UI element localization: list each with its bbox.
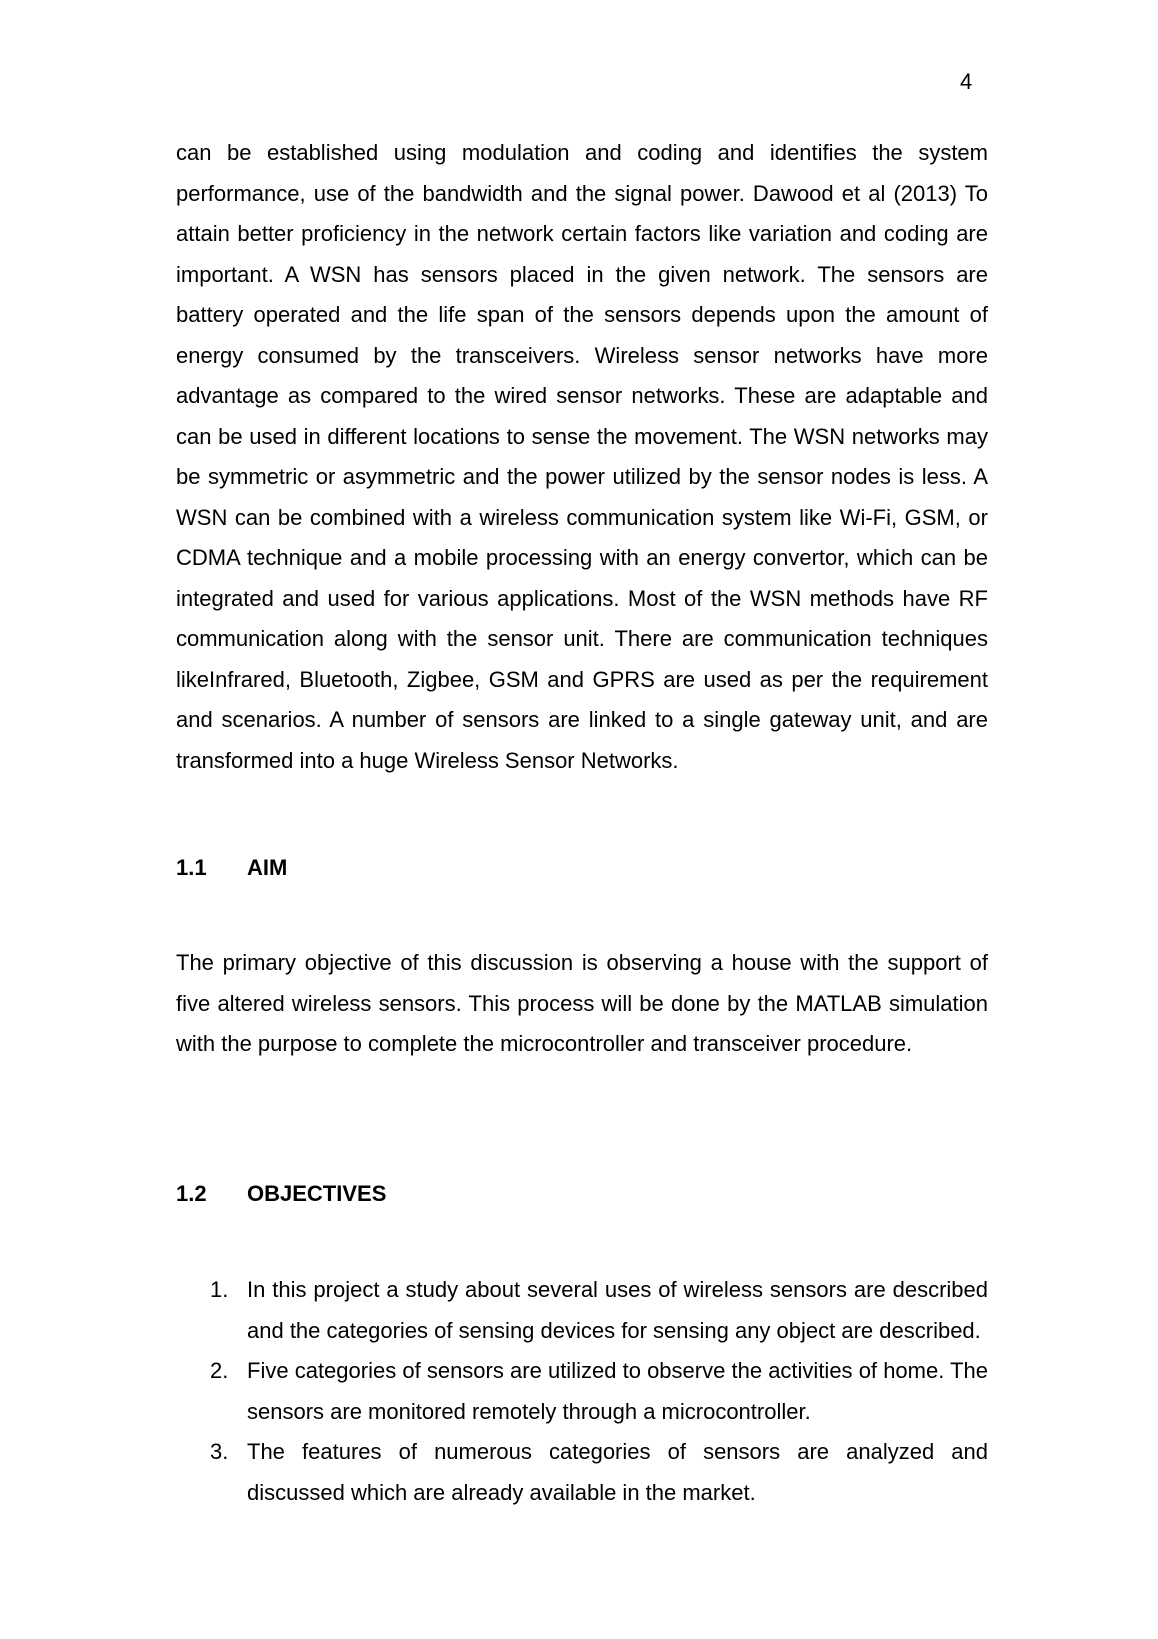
- section-heading-aim: [176, 854, 287, 882]
- section-title: AIM: [247, 855, 288, 880]
- list-item: [176, 1351, 988, 1432]
- page-number: 4: [960, 69, 973, 94]
- list-item: [176, 1432, 988, 1513]
- section-title: OBJECTIVES: [247, 1181, 387, 1206]
- section-heading-objectives: [176, 1180, 386, 1208]
- list-item-text: Five categories of sensors are utilized to observe the activities of home. The sensors are monitored remotely through a microcontroller.: [247, 1358, 988, 1424]
- list-item-text: The features of numerous categories of sensors are analyzed and discussed which are already available in the market.: [247, 1439, 988, 1505]
- list-item: [176, 1270, 988, 1351]
- list-marker: 1.: [210, 1277, 229, 1302]
- section-number: 1.2: [176, 1181, 207, 1206]
- aim-paragraph: The primary objective of this discussion is observing a house with the support of five altered wireless sensors. This process will be done by the MATLAB simulation with the purpose to complete the microcontroller and transceiver procedure.: [176, 950, 988, 1056]
- list-marker: 3.: [210, 1439, 229, 1464]
- list-marker: 2.: [210, 1358, 229, 1383]
- list-item-text: In this project a study about several uses of wireless sensors are described and the categories of sensing devices for sensing any object are described.: [247, 1277, 988, 1343]
- section-number: 1.1: [176, 855, 207, 880]
- objectives-list: [176, 1270, 988, 1513]
- body-paragraph: can be established using modulation and coding and identifies the system performance, use of the bandwidth and the signal power. Dawood et al (2013) To attain better proficiency in the network certain factors like variation and coding are important. A WSN has sensors placed in the given network. The sensors are battery operated and the life span of the sensors depends upon the amount of energy consumed by the transceivers. Wireless sensor networks have more advantage as compared to the wired sensor networks. These are adaptable and can be used in different locations to sense the movement. The WSN networks may be symmetric or asymmetric and the power utilized by the sensor nodes is less. A WSN can be combined with a wireless communication system like Wi-Fi, GSM, or CDMA technique and a mobile processing with an energy convertor, which can be integrated and used for various applications. Most of the WSN methods have RF communication along with the sensor unit. There are communication techniques likeInfrared, Bluetooth, Zigbee, GSM and GPRS are used as per the requirement and scenarios. A number of sensors are linked to a single gateway unit, and are transformed into a huge Wireless Sensor Networks.: [176, 140, 988, 773]
